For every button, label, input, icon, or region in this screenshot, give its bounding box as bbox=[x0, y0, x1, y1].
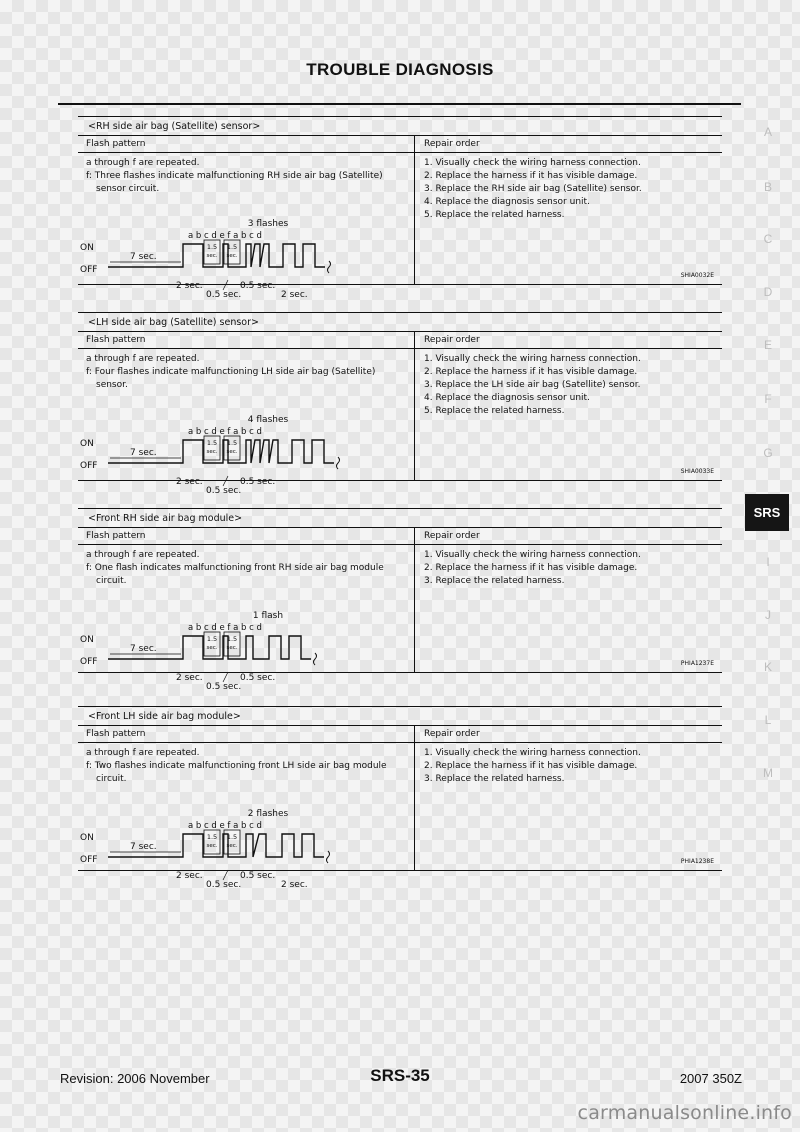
two-sec-end-label: 2 sec. bbox=[281, 880, 308, 890]
section-2 bbox=[78, 312, 722, 496]
duration-box-value: 1.5 bbox=[226, 439, 238, 447]
repair-step: 3. Replace the RH side air bag (Satellite) sensor. bbox=[424, 184, 642, 194]
side-tab-b[interactable]: B bbox=[763, 180, 772, 194]
continuation-mark bbox=[337, 457, 340, 469]
leader-line bbox=[223, 870, 228, 880]
header-repair-order: Repair order bbox=[424, 139, 480, 149]
description-line-2: f: Two flashes indicate malfunctioning front LH side air bag module circuit. bbox=[86, 761, 387, 784]
duration-box-value: 1.5 bbox=[206, 635, 218, 643]
repair-step: 2. Replace the harness if it has visible damage. bbox=[424, 563, 638, 573]
section-title: <RH side air bag (Satellite) sensor> bbox=[78, 116, 722, 136]
duration-box bbox=[224, 436, 240, 460]
diagnosis-table bbox=[78, 726, 722, 890]
duration-box-unit: sec. bbox=[226, 843, 238, 849]
page-title: TROUBLE DIAGNOSIS bbox=[306, 60, 494, 79]
segment-letters: a b c d e f a b c d bbox=[188, 231, 262, 241]
table-header bbox=[78, 332, 722, 349]
repair-order-list bbox=[424, 747, 714, 786]
duration-box-unit: sec. bbox=[226, 449, 238, 455]
footer-revision: Revision: 2006 November bbox=[60, 1071, 210, 1086]
repair-step: 1. Visually check the wiring harness connection. bbox=[424, 550, 641, 560]
header-repair-order: Repair order bbox=[424, 335, 480, 345]
side-tab-c[interactable]: C bbox=[763, 232, 773, 246]
section-1 bbox=[78, 116, 722, 300]
on-label: ON bbox=[80, 243, 94, 253]
repair-step: 5. Replace the related harness. bbox=[424, 406, 565, 416]
duration-box bbox=[224, 830, 240, 854]
header-repair-order: Repair order bbox=[424, 531, 480, 541]
side-tab-k[interactable]: K bbox=[763, 660, 772, 674]
two-sec-label: 2 sec. bbox=[176, 673, 203, 683]
duration-box-value: 1.5 bbox=[226, 243, 238, 251]
title-rule bbox=[58, 103, 741, 105]
off-label: OFF bbox=[80, 657, 98, 667]
on-label: ON bbox=[80, 635, 94, 645]
side-tab-m[interactable]: M bbox=[763, 766, 773, 780]
flash-timing-diagram bbox=[78, 809, 378, 902]
figure-id: SHIA0032E bbox=[680, 272, 714, 279]
leader-line bbox=[223, 280, 228, 290]
duration-box bbox=[224, 240, 240, 264]
repair-order-list bbox=[424, 549, 714, 588]
repair-order-list bbox=[424, 157, 714, 222]
duration-box bbox=[204, 632, 220, 656]
duration-box bbox=[204, 240, 220, 264]
column-divider bbox=[414, 726, 415, 870]
duration-box-value: 1.5 bbox=[206, 439, 218, 447]
side-tab-j[interactable]: J bbox=[765, 608, 771, 622]
off-label: OFF bbox=[80, 461, 98, 471]
repair-step: 2. Replace the harness if it has visible damage. bbox=[424, 761, 638, 771]
two-sec-label: 2 sec. bbox=[176, 281, 203, 291]
flash-count-label: 1 flash bbox=[252, 611, 284, 621]
segment-letters: a b c d e f a b c d bbox=[188, 427, 262, 437]
description-line-1: a through f are repeated. bbox=[86, 748, 200, 758]
leader-line bbox=[223, 672, 228, 682]
off-label: OFF bbox=[80, 265, 98, 275]
flash-count-label: 3 flashes bbox=[247, 219, 289, 229]
segment-letters: a b c d e f a b c d bbox=[188, 821, 262, 831]
half-sec-label-2: 0.5 sec. bbox=[206, 486, 242, 496]
description-line-1: a through f are repeated. bbox=[86, 158, 200, 168]
on-label: ON bbox=[80, 833, 94, 843]
side-tab-srs[interactable]: SRS bbox=[745, 494, 789, 531]
duration-box-unit: sec. bbox=[206, 253, 218, 259]
duration-box bbox=[224, 632, 240, 656]
leader-line bbox=[223, 476, 228, 486]
figure-id: PHIA1237E bbox=[680, 660, 714, 667]
half-sec-label: 0.5 sec. bbox=[240, 673, 276, 683]
repair-step: 1. Visually check the wiring harness connection. bbox=[424, 354, 641, 364]
repair-step: 3. Replace the related harness. bbox=[424, 774, 565, 784]
continuation-mark bbox=[327, 851, 330, 863]
half-sec-label-2: 0.5 sec. bbox=[206, 290, 242, 300]
repair-step: 1. Visually check the wiring harness connection. bbox=[424, 158, 641, 168]
table-header bbox=[78, 136, 722, 153]
duration-box-value: 1.5 bbox=[206, 833, 218, 841]
side-tab-g[interactable]: G bbox=[763, 446, 773, 460]
flash-timing-diagram bbox=[78, 415, 378, 508]
column-divider bbox=[414, 528, 415, 672]
on-label: ON bbox=[80, 439, 94, 449]
side-tab-e[interactable]: E bbox=[763, 338, 772, 352]
half-sec-label: 0.5 sec. bbox=[240, 871, 276, 881]
header-flash-pattern: Flash pattern bbox=[86, 729, 146, 739]
two-sec-label: 2 sec. bbox=[176, 871, 203, 881]
repair-step: 5. Replace the related harness. bbox=[424, 210, 565, 220]
description-line-2: f: One flash indicates malfunctioning front RH side air bag module circuit. bbox=[86, 563, 384, 586]
flash-description bbox=[86, 157, 406, 196]
half-sec-label: 0.5 sec. bbox=[240, 477, 276, 487]
flash-count-label: 4 flashes bbox=[247, 415, 289, 425]
diagnosis-table bbox=[78, 528, 722, 692]
duration-box-unit: sec. bbox=[226, 645, 238, 651]
repair-step: 4. Replace the diagnosis sensor unit. bbox=[424, 197, 590, 207]
column-divider bbox=[414, 136, 415, 284]
table-header bbox=[78, 726, 722, 743]
half-sec-label-2: 0.5 sec. bbox=[206, 682, 242, 692]
duration-box-value: 1.5 bbox=[206, 243, 218, 251]
repair-step: 2. Replace the harness if it has visible damage. bbox=[424, 367, 638, 377]
seven-sec-label: 7 sec. bbox=[130, 644, 157, 654]
seven-sec-label: 7 sec. bbox=[130, 842, 157, 852]
section-title: <Front LH side air bag module> bbox=[78, 706, 722, 726]
half-sec-label-2: 0.5 sec. bbox=[206, 880, 242, 890]
duration-box bbox=[204, 436, 220, 460]
header-flash-pattern: Flash pattern bbox=[86, 335, 146, 345]
seven-sec-label: 7 sec. bbox=[130, 252, 157, 262]
description-line-1: a through f are repeated. bbox=[86, 354, 200, 364]
duration-box bbox=[204, 830, 220, 854]
two-sec-end-label: 2 sec. bbox=[281, 290, 308, 300]
section-title: <LH side air bag (Satellite) sensor> bbox=[78, 312, 722, 332]
section-3 bbox=[78, 508, 722, 692]
section-4 bbox=[78, 706, 722, 890]
duration-box-unit: sec. bbox=[206, 645, 218, 651]
side-tab-a[interactable]: A bbox=[763, 125, 772, 139]
section-title: <Front RH side air bag module> bbox=[78, 508, 722, 528]
duration-box-unit: sec. bbox=[206, 843, 218, 849]
diagnosis-table bbox=[78, 332, 722, 496]
header-repair-order: Repair order bbox=[424, 729, 480, 739]
table-header bbox=[78, 528, 722, 545]
half-sec-label: 0.5 sec. bbox=[240, 281, 276, 291]
side-tab-i[interactable]: I bbox=[766, 555, 770, 569]
description-line-2: f: Three flashes indicate malfunctioning RH side air bag (Satellite) sensor circuit. bbox=[86, 171, 383, 194]
figure-id: SHIA0033E bbox=[680, 468, 714, 475]
duration-box-value: 1.5 bbox=[226, 635, 238, 643]
repair-order-list bbox=[424, 353, 714, 418]
side-tab-f[interactable]: F bbox=[764, 392, 772, 406]
repair-step: 2. Replace the harness if it has visible damage. bbox=[424, 171, 638, 181]
duration-box-unit: sec. bbox=[206, 449, 218, 455]
footer-model: 2007 350Z bbox=[679, 1071, 742, 1086]
header-flash-pattern: Flash pattern bbox=[86, 531, 146, 541]
column-divider bbox=[414, 332, 415, 480]
flash-description bbox=[86, 353, 406, 392]
diagnosis-table bbox=[78, 136, 722, 300]
repair-step: 4. Replace the diagnosis sensor unit. bbox=[424, 393, 590, 403]
description-line-2: f: Four flashes indicate malfunctioning LH side air bag (Satellite) sensor. bbox=[86, 367, 376, 390]
segment-letters: a b c d e f a b c d bbox=[188, 623, 262, 633]
duration-box-value: 1.5 bbox=[226, 833, 238, 841]
flash-timing-diagram bbox=[78, 611, 378, 704]
off-label: OFF bbox=[80, 855, 98, 865]
footer-page-number: SRS-35 bbox=[370, 1066, 430, 1085]
header-flash-pattern: Flash pattern bbox=[86, 139, 146, 149]
two-sec-label: 2 sec. bbox=[176, 477, 203, 487]
repair-step: 3. Replace the related harness. bbox=[424, 576, 565, 586]
continuation-mark bbox=[314, 653, 317, 665]
flash-timing-diagram bbox=[78, 219, 378, 312]
side-tab-l[interactable]: L bbox=[764, 713, 772, 727]
side-tab-d[interactable]: D bbox=[763, 285, 773, 299]
flash-description bbox=[86, 747, 406, 786]
flash-count-label: 2 flashes bbox=[247, 809, 289, 819]
description-line-1: a through f are repeated. bbox=[86, 550, 200, 560]
figure-id: PHIA1238E bbox=[680, 858, 714, 865]
duration-box-unit: sec. bbox=[226, 253, 238, 259]
repair-step: 1. Visually check the wiring harness connection. bbox=[424, 748, 641, 758]
watermark: carmanualsonline.info bbox=[577, 1102, 792, 1124]
seven-sec-label: 7 sec. bbox=[130, 448, 157, 458]
continuation-mark bbox=[328, 261, 331, 273]
flash-description bbox=[86, 549, 406, 588]
repair-step: 3. Replace the LH side air bag (Satellite) sensor. bbox=[424, 380, 641, 390]
